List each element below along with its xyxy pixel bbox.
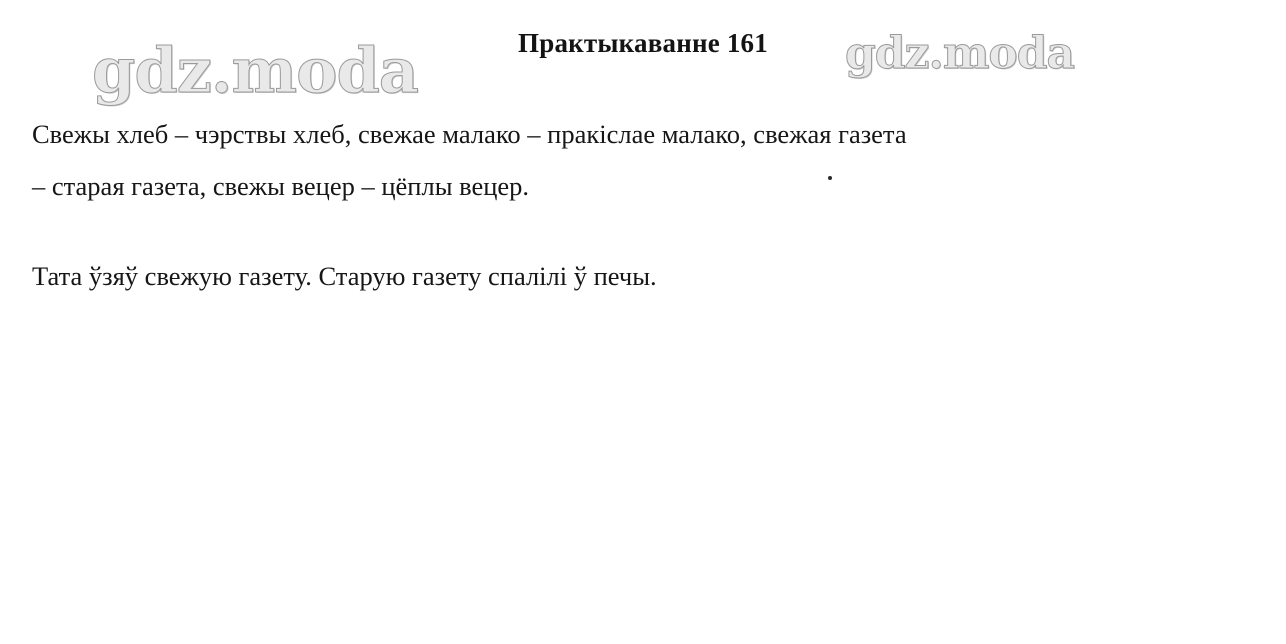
text-line: – старая газета, свежы вецер – цёплы вецер.	[32, 171, 530, 201]
text-line: Тата ўзяў свежую газету. Старую газету спалілі ў печы.	[32, 261, 657, 291]
text-line: Свежы хлеб – чэрствы хлеб, свежае малако – пракіслае малако, свежая газета	[32, 119, 907, 149]
watermark-right: gdz.moda	[845, 28, 1075, 79]
answer-paragraph-sentences	[32, 250, 1222, 302]
answer-paragraph-pairs	[32, 108, 1222, 212]
page-title: Практыкаванне 161	[518, 28, 768, 58]
watermark-left: gdz.moda	[92, 34, 418, 107]
stray-dot-artifact	[828, 176, 832, 180]
